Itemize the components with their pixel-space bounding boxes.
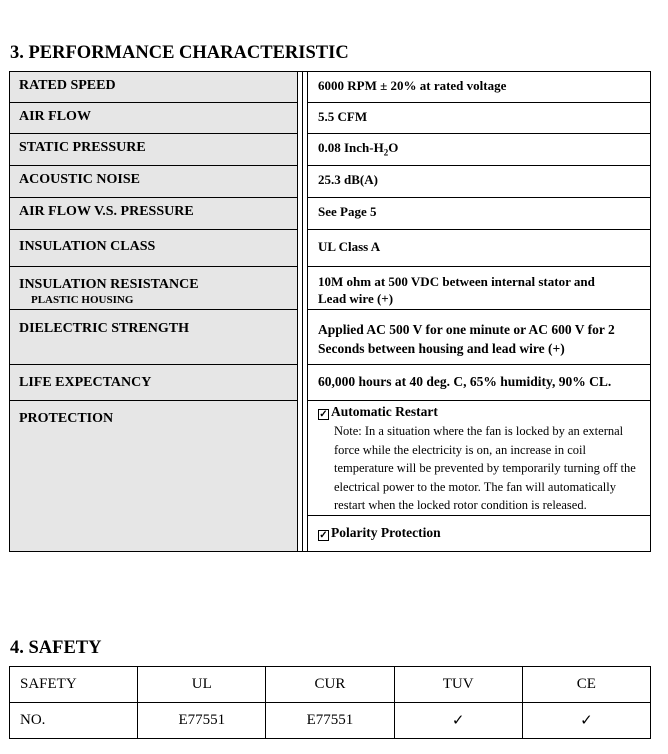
value-air-flow: 5.5 CFM [307,103,650,134]
automatic-restart-item [318,404,641,420]
label-rated-speed: RATED SPEED [10,72,298,103]
column-gap [298,198,303,230]
value-life-expectancy: 60,000 hours at 40 deg. C, 65% humidity, 90% CL. [307,365,650,401]
insulation-resistance-sublabel: PLASTIC HOUSING [31,294,134,306]
label-insulation-class: INSULATION CLASS [10,230,298,267]
row-insulation-class [10,230,650,267]
column-gap [298,72,303,103]
column-gap [298,230,303,267]
automatic-restart-note [334,422,641,515]
value-protection [307,401,650,551]
note-line: restart when the locked rotor condition is released. [334,498,587,512]
label-acoustic-noise: ACOUSTIC NOISE [10,166,298,198]
row-acoustic-noise [10,166,650,198]
safety-no-row [10,703,651,739]
safety-header-safety: SAFETY [10,667,138,703]
value-dielectric-strength [307,310,650,365]
insulation-resistance-line2: Lead wire (+) [318,291,394,306]
value-acoustic-noise: 25.3 dB(A) [307,166,650,198]
static-pressure-main: 0.08 Inch-H [318,140,384,155]
insulation-resistance-label: INSULATION RESISTANCE [19,277,199,292]
value-air-flow-vs-pressure: See Page 5 [307,198,650,230]
dielectric-strength-line2: Seconds between housing and lead wire (+) [318,340,565,356]
note-line: Note: In a situation where the fan is locked by an external [334,424,624,438]
value-insulation-class: UL Class A [307,230,650,267]
row-air-flow-vs-pressure [10,198,650,230]
column-gap [298,401,303,551]
automatic-restart-label: Automatic Restart [331,404,438,419]
polarity-protection-item [318,525,441,541]
row-life-expectancy [10,365,650,401]
safety-header-tuv: TUV [394,667,522,703]
value-static-pressure [307,134,650,166]
checkbox-checked-icon: ✓ [319,409,328,420]
column-gap [298,166,303,198]
safety-tuv-check-icon: ✓ [394,703,522,739]
section-title-safety: 4. SAFETY [10,638,102,658]
row-protection [10,401,650,551]
static-pressure-end: O [388,140,399,155]
safety-header-ce: CE [522,667,650,703]
safety-cur-number: E77551 [266,703,394,739]
column-gap [298,267,303,310]
value-rated-speed: 6000 RPM ± 20% at rated voltage [307,72,650,103]
safety-ul-number: E77551 [138,703,266,739]
row-dielectric-strength [10,310,650,365]
column-gap [298,310,303,365]
label-dielectric-strength: DIELECTRIC STRENGTH [10,310,298,365]
value-insulation-resistance [307,267,650,310]
row-insulation-resistance [10,267,650,310]
safety-header-row [10,667,651,703]
safety-header-ul: UL [138,667,266,703]
polarity-protection-label: Polarity Protection [331,525,441,540]
row-rated-speed [10,72,650,103]
static-pressure-subscript: 2 [383,147,389,158]
performance-table [9,71,651,552]
safety-header-cur: CUR [266,667,394,703]
label-static-pressure: STATIC PRESSURE [10,134,298,166]
checkbox-checked-icon: ✓ [319,530,328,541]
label-life-expectancy: LIFE EXPECTANCY [10,365,298,401]
safety-ce-check-icon: ✓ [522,703,650,739]
note-line: force while the electricity is on, an increase in coil [334,442,586,457]
row-air-flow [10,103,650,134]
row-static-pressure [10,134,650,166]
column-gap [298,103,303,134]
column-gap [298,134,303,166]
label-protection: PROTECTION [10,401,298,551]
safety-no-label: NO. [10,703,138,739]
section-title-performance: 3. PERFORMANCE CHARACTERISTIC [10,43,349,63]
note-line: temperature will be prevented by temporarily turning off the [334,461,636,475]
note-line: electrical power to the motor. The fan will automatically [334,479,616,494]
safety-table [9,666,651,739]
protection-divider [307,515,650,516]
column-gap [298,365,303,401]
label-air-flow: AIR FLOW [10,103,298,134]
label-insulation-resistance [10,267,298,310]
label-air-flow-vs-pressure: AIR FLOW V.S. PRESSURE [10,198,298,230]
insulation-resistance-line1: 10M ohm at 500 VDC between internal stator and [318,274,595,289]
dielectric-strength-line1: Applied AC 500 V for one minute or AC 600 V for 2 [318,322,615,337]
